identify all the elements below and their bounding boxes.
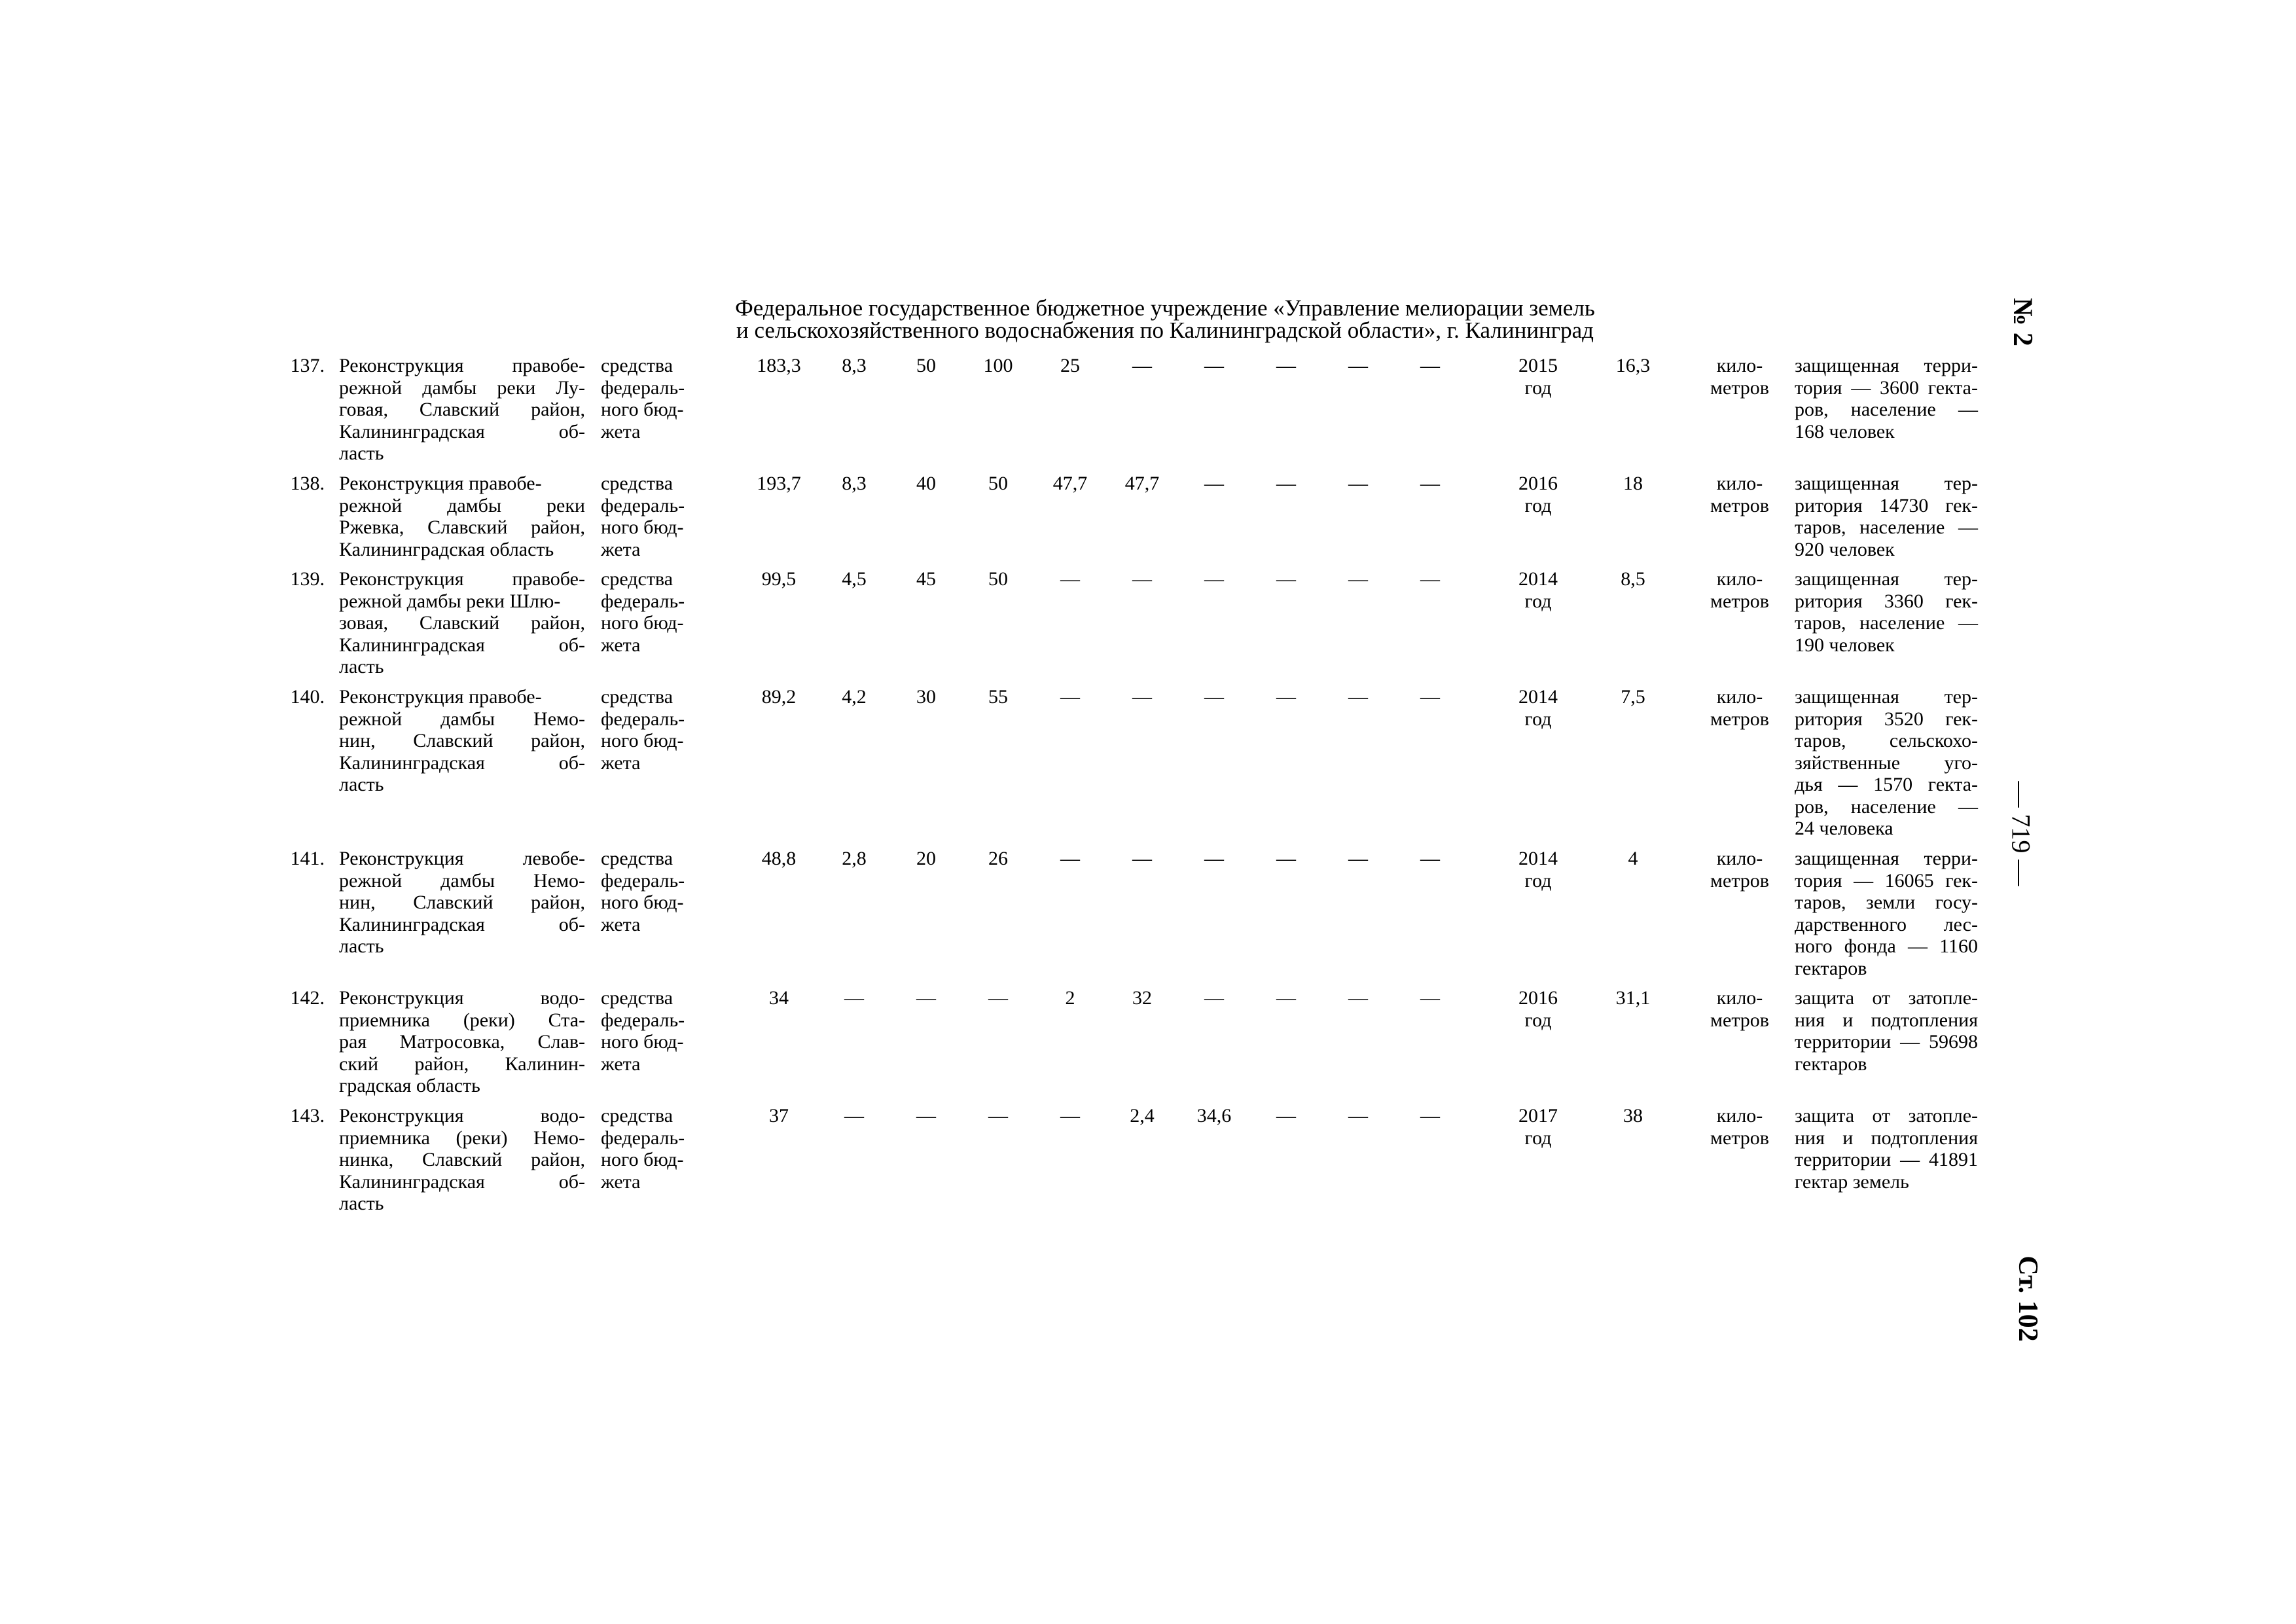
text-line: жета bbox=[601, 913, 641, 935]
text-line: 920 человек bbox=[1795, 538, 1895, 560]
text-line: режной дамбы реки Шлю- bbox=[339, 590, 561, 612]
length-value: 18 bbox=[1623, 473, 1643, 494]
length-value: 4 bbox=[1628, 848, 1638, 869]
funding-value: 45 bbox=[916, 568, 936, 590]
text-line: метров bbox=[1710, 590, 1769, 612]
funding-value: — bbox=[1132, 355, 1152, 376]
funding-value: 50 bbox=[916, 355, 936, 376]
text-line: Калининградская об- bbox=[339, 751, 585, 774]
text-line: ский район, Калинин- bbox=[339, 1053, 585, 1075]
text-line: градская область bbox=[339, 1075, 480, 1096]
funding-value: — bbox=[1348, 848, 1368, 869]
text-line: Калининградская область bbox=[339, 538, 554, 560]
text-line: нин, Славский район, bbox=[339, 730, 585, 751]
text-line: ного бюд- bbox=[601, 516, 684, 538]
funding-value: — bbox=[844, 987, 864, 1009]
text-line: ного бюд- bbox=[601, 399, 684, 420]
text-line: кило- bbox=[1716, 987, 1763, 1009]
text-line: защищенная тер- bbox=[1795, 686, 1978, 708]
row-number: 140. bbox=[290, 686, 325, 708]
completion-year bbox=[1499, 473, 1577, 516]
funding-value: — bbox=[1420, 987, 1440, 1009]
measure-name bbox=[339, 568, 585, 678]
text-line: Реконструкция правобе- bbox=[339, 568, 585, 590]
text-line: Реконструкция левобе- bbox=[339, 848, 585, 869]
funding-value: — bbox=[1060, 686, 1080, 708]
measure-name bbox=[339, 355, 585, 465]
funding-value: — bbox=[1420, 686, 1440, 708]
text-line: год bbox=[1524, 494, 1552, 516]
text-line: метров bbox=[1710, 869, 1769, 892]
text-line: таров, население — bbox=[1795, 516, 1978, 538]
measure-name bbox=[339, 1105, 585, 1215]
funding-source bbox=[601, 355, 712, 442]
header-line-2: и сельскохозяйственного водоснабжения по Калининградской области», г. Калининград bbox=[736, 317, 1594, 343]
text-line: таров, население — bbox=[1795, 612, 1978, 634]
text-line: защита от затопле- bbox=[1795, 1105, 1978, 1127]
text-line: Калининградская об- bbox=[339, 1170, 585, 1193]
completion-year bbox=[1499, 987, 1577, 1031]
text-line: 2017 bbox=[1518, 1105, 1558, 1127]
length-unit bbox=[1694, 848, 1785, 892]
funding-value: — bbox=[844, 1105, 864, 1127]
funding-value: 40 bbox=[916, 473, 936, 494]
text-line: территории — 41891 bbox=[1795, 1149, 1978, 1170]
funding-value: 99,5 bbox=[761, 568, 797, 590]
funding-source bbox=[601, 568, 712, 656]
expected-result bbox=[1795, 1105, 1978, 1193]
text-line: ния и подтопления bbox=[1795, 1127, 1978, 1149]
text-line: ласть bbox=[339, 1193, 384, 1214]
text-line: ного бюд- bbox=[601, 730, 684, 751]
funding-source bbox=[601, 848, 712, 935]
measure-name bbox=[339, 686, 585, 796]
funding-value: — bbox=[1276, 473, 1296, 494]
funding-value: 50 bbox=[988, 568, 1008, 590]
length-unit bbox=[1694, 355, 1785, 399]
text-line: приемника (реки) Немо- bbox=[339, 1127, 585, 1149]
text-line: 2015 bbox=[1518, 355, 1558, 376]
text-line: год bbox=[1524, 869, 1552, 892]
funding-value: — bbox=[1204, 987, 1224, 1009]
completion-year bbox=[1499, 355, 1577, 399]
funding-source bbox=[601, 473, 712, 560]
measure-name bbox=[339, 848, 585, 958]
text-line: ритория 3360 гек- bbox=[1795, 590, 1978, 612]
expected-result bbox=[1795, 473, 1978, 560]
text-line: 24 человека bbox=[1795, 818, 1893, 839]
text-line: зяйственные уго- bbox=[1795, 751, 1978, 774]
text-line: средства bbox=[601, 686, 673, 708]
funding-value: — bbox=[916, 987, 936, 1009]
text-line: 2014 bbox=[1518, 686, 1558, 708]
funding-value: — bbox=[988, 987, 1008, 1009]
expected-result bbox=[1795, 987, 1978, 1075]
header-line-1: Федеральное государственное бюджетное учреждение «Управление мелиорации земель bbox=[735, 295, 1595, 321]
text-line: жета bbox=[601, 420, 641, 442]
text-line: Реконструкция правобе- bbox=[339, 355, 585, 376]
funding-value: — bbox=[1204, 848, 1224, 869]
text-line: режной дамбы Немо- bbox=[339, 708, 585, 730]
funding-value: — bbox=[1276, 568, 1296, 590]
funding-value: 8,3 bbox=[842, 473, 867, 494]
text-line: территории — 59698 bbox=[1795, 1031, 1978, 1053]
text-line: режной дамбы Немо- bbox=[339, 869, 585, 892]
text-line: таров, сельскохо- bbox=[1795, 730, 1978, 751]
length-value: 16,3 bbox=[1615, 355, 1651, 376]
text-line: федераль- bbox=[601, 376, 685, 399]
text-line: 2014 bbox=[1518, 568, 1558, 590]
funding-value: — bbox=[1132, 848, 1152, 869]
funding-source bbox=[601, 987, 712, 1075]
funding-value: — bbox=[1276, 355, 1296, 376]
funding-value: — bbox=[1204, 686, 1224, 708]
funding-value: — bbox=[1420, 568, 1440, 590]
funding-value: 34 bbox=[769, 987, 789, 1009]
funding-value: — bbox=[1060, 1105, 1080, 1127]
text-line: ного бюд- bbox=[601, 892, 684, 913]
text-line: тория — 16065 гек- bbox=[1795, 869, 1978, 892]
text-line: ласть bbox=[339, 935, 384, 957]
text-line: средства bbox=[601, 848, 673, 869]
text-line: 2016 bbox=[1518, 987, 1558, 1009]
text-line: кило- bbox=[1716, 686, 1763, 708]
text-line: защищенная тер- bbox=[1795, 568, 1978, 590]
funding-value: — bbox=[1276, 848, 1296, 869]
text-line: год bbox=[1524, 708, 1552, 730]
text-line: жета bbox=[601, 634, 641, 656]
funding-value: — bbox=[1420, 473, 1440, 494]
text-line: кило- bbox=[1716, 473, 1763, 494]
length-value: 31,1 bbox=[1615, 987, 1651, 1009]
text-line: режной дамбы реки Лу- bbox=[339, 376, 585, 399]
completion-year bbox=[1499, 568, 1577, 612]
funding-value: — bbox=[1060, 568, 1080, 590]
funding-value: 8,3 bbox=[842, 355, 867, 376]
funding-value: 32 bbox=[1132, 987, 1152, 1009]
funding-value: — bbox=[1348, 1105, 1368, 1127]
funding-value: 2,8 bbox=[842, 848, 867, 869]
text-line: говая, Славский район, bbox=[339, 399, 585, 420]
funding-value: — bbox=[1276, 987, 1296, 1009]
text-line: зовая, Славский район, bbox=[339, 612, 585, 634]
length-unit bbox=[1694, 686, 1785, 730]
funding-source bbox=[601, 686, 712, 774]
expected-result bbox=[1795, 686, 1978, 840]
funding-value: 47,7 bbox=[1052, 473, 1088, 494]
text-line: средства bbox=[601, 568, 673, 590]
issue-number: № 2 bbox=[2007, 298, 2037, 346]
text-line: жета bbox=[601, 1053, 641, 1075]
row-number: 141. bbox=[290, 848, 325, 869]
text-line: жета bbox=[601, 538, 641, 560]
row-number: 143. bbox=[290, 1105, 325, 1127]
text-line: ласть bbox=[339, 442, 384, 464]
text-line: федераль- bbox=[601, 590, 685, 612]
text-line: Реконструкция правобе- bbox=[339, 473, 542, 494]
text-line: кило- bbox=[1716, 1105, 1763, 1127]
row-number: 138. bbox=[290, 473, 325, 494]
text-line: жета bbox=[601, 751, 641, 774]
funding-value: 89,2 bbox=[761, 686, 797, 708]
text-line: федераль- bbox=[601, 1127, 685, 1149]
text-line: Ржевка, Славский район, bbox=[339, 516, 585, 538]
text-line: Калининградская об- bbox=[339, 420, 585, 442]
funding-source bbox=[601, 1105, 712, 1193]
length-value: 7,5 bbox=[1621, 686, 1645, 708]
text-line: ния и подтопления bbox=[1795, 1009, 1978, 1031]
funding-value: 100 bbox=[983, 355, 1013, 376]
text-line: Реконструкция водо- bbox=[339, 1105, 585, 1127]
length-unit bbox=[1694, 1105, 1785, 1149]
text-line: нин, Славский район, bbox=[339, 892, 585, 913]
funding-value: — bbox=[1348, 686, 1368, 708]
text-line: гектаров bbox=[1795, 1053, 1867, 1075]
text-line: защита от затопле- bbox=[1795, 987, 1978, 1009]
funding-value: 30 bbox=[916, 686, 936, 708]
expected-result bbox=[1795, 848, 1978, 979]
text-line: нинка, Славский район, bbox=[339, 1149, 585, 1170]
length-value: 8,5 bbox=[1621, 568, 1645, 590]
text-line: 2016 bbox=[1518, 473, 1558, 494]
funding-value: 26 bbox=[988, 848, 1008, 869]
funding-value: — bbox=[1204, 355, 1224, 376]
funding-value: — bbox=[1276, 1105, 1296, 1127]
funding-value: — bbox=[1348, 473, 1368, 494]
text-line: год bbox=[1524, 590, 1552, 612]
text-line: гектаров bbox=[1795, 957, 1867, 979]
text-line: средства bbox=[601, 1105, 673, 1127]
text-line: ритория 3520 гек- bbox=[1795, 708, 1978, 730]
completion-year bbox=[1499, 1105, 1577, 1149]
text-line: ного бюд- bbox=[601, 1031, 684, 1053]
text-line: ласть bbox=[339, 656, 384, 677]
measure-name bbox=[339, 987, 585, 1097]
funding-value: — bbox=[1060, 848, 1080, 869]
funding-value: — bbox=[988, 1105, 1008, 1127]
text-line: Калининградская об- bbox=[339, 913, 585, 935]
text-line: таров, земли госу- bbox=[1795, 892, 1978, 913]
completion-year bbox=[1499, 848, 1577, 892]
text-line: метров bbox=[1710, 494, 1769, 516]
funding-value: — bbox=[1420, 355, 1440, 376]
text-line: дья — 1570 гекта- bbox=[1795, 774, 1978, 795]
funding-value: 47,7 bbox=[1124, 473, 1160, 494]
text-line: ритория 14730 гек- bbox=[1795, 494, 1978, 516]
funding-value: — bbox=[1348, 568, 1368, 590]
text-line: федераль- bbox=[601, 1009, 685, 1031]
expected-result bbox=[1795, 355, 1978, 442]
text-line: ного фонда — 1160 bbox=[1795, 935, 1978, 957]
funding-value: — bbox=[1132, 568, 1152, 590]
text-line: рая Матросовка, Слав- bbox=[339, 1031, 585, 1053]
text-line: режной дамбы реки bbox=[339, 494, 585, 516]
length-unit bbox=[1694, 987, 1785, 1031]
text-line: ров, население — bbox=[1795, 399, 1978, 420]
text-line: дарственного лес- bbox=[1795, 913, 1978, 935]
text-line: ров, население — bbox=[1795, 795, 1978, 818]
text-line: тория — 3600 гекта- bbox=[1795, 376, 1978, 399]
text-line: год bbox=[1524, 1009, 1552, 1031]
text-line: 2014 bbox=[1518, 848, 1558, 869]
text-line: кило- bbox=[1716, 568, 1763, 590]
funding-value: 4,5 bbox=[842, 568, 867, 590]
funding-value: 2 bbox=[1065, 987, 1075, 1009]
text-line: метров bbox=[1710, 1127, 1769, 1149]
funding-value: — bbox=[1420, 848, 1440, 869]
funding-value: — bbox=[1348, 355, 1368, 376]
funding-value: 34,6 bbox=[1196, 1105, 1232, 1127]
funding-value: 4,2 bbox=[842, 686, 867, 708]
funding-value: 193,7 bbox=[757, 473, 801, 494]
funding-value: — bbox=[1204, 568, 1224, 590]
length-unit bbox=[1694, 473, 1785, 516]
funding-value: 48,8 bbox=[761, 848, 797, 869]
funding-value: 2,4 bbox=[1130, 1105, 1155, 1127]
row-number: 142. bbox=[290, 987, 325, 1009]
text-line: год bbox=[1524, 1127, 1552, 1149]
measure-name bbox=[339, 473, 585, 560]
text-line: защищенная тер- bbox=[1795, 473, 1978, 494]
row-number: 137. bbox=[290, 355, 325, 376]
text-line: федераль- bbox=[601, 708, 685, 730]
text-line: метров bbox=[1710, 1009, 1769, 1031]
text-line: Реконструкция правобе- bbox=[339, 686, 542, 708]
text-line: Калининградская об- bbox=[339, 634, 585, 656]
text-line: Реконструкция водо- bbox=[339, 987, 585, 1009]
text-line: гектар земель bbox=[1795, 1170, 1909, 1193]
length-unit bbox=[1694, 568, 1785, 612]
text-line: средства bbox=[601, 355, 673, 376]
text-line: защищенная терри- bbox=[1795, 848, 1978, 869]
funding-value: 37 bbox=[769, 1105, 789, 1127]
text-line: 168 человек bbox=[1795, 420, 1895, 442]
funding-value: 55 bbox=[988, 686, 1008, 708]
text-line: год bbox=[1524, 376, 1552, 399]
page-number: — 719 — bbox=[2006, 781, 2036, 886]
funding-value: 25 bbox=[1060, 355, 1080, 376]
funding-value: — bbox=[916, 1105, 936, 1127]
funding-value: — bbox=[1420, 1105, 1440, 1127]
expected-result bbox=[1795, 568, 1978, 656]
text-line: жета bbox=[601, 1170, 641, 1193]
text-line: федераль- bbox=[601, 494, 685, 516]
completion-year bbox=[1499, 686, 1577, 730]
text-line: федераль- bbox=[601, 869, 685, 892]
text-line: ного бюд- bbox=[601, 612, 684, 634]
length-value: 38 bbox=[1623, 1105, 1643, 1127]
funding-value: — bbox=[1348, 987, 1368, 1009]
text-line: защищенная терри- bbox=[1795, 355, 1978, 376]
text-line: метров bbox=[1710, 708, 1769, 730]
funding-value: — bbox=[1132, 686, 1152, 708]
funding-value: — bbox=[1204, 473, 1224, 494]
text-line: ного бюд- bbox=[601, 1149, 684, 1170]
text-line: кило- bbox=[1716, 355, 1763, 376]
text-line: ласть bbox=[339, 774, 384, 795]
text-line: 190 человек bbox=[1795, 634, 1895, 656]
text-line: средства bbox=[601, 473, 673, 494]
text-line: метров bbox=[1710, 376, 1769, 399]
text-line: средства bbox=[601, 987, 673, 1009]
funding-value: 183,3 bbox=[757, 355, 801, 376]
row-number: 139. bbox=[290, 568, 325, 590]
funding-value: 50 bbox=[988, 473, 1008, 494]
funding-value: 20 bbox=[916, 848, 936, 869]
text-line: приемника (реки) Ста- bbox=[339, 1009, 585, 1031]
article-number: Ст. 102 bbox=[2013, 1255, 2043, 1342]
funding-value: — bbox=[1276, 686, 1296, 708]
text-line: кило- bbox=[1716, 848, 1763, 869]
